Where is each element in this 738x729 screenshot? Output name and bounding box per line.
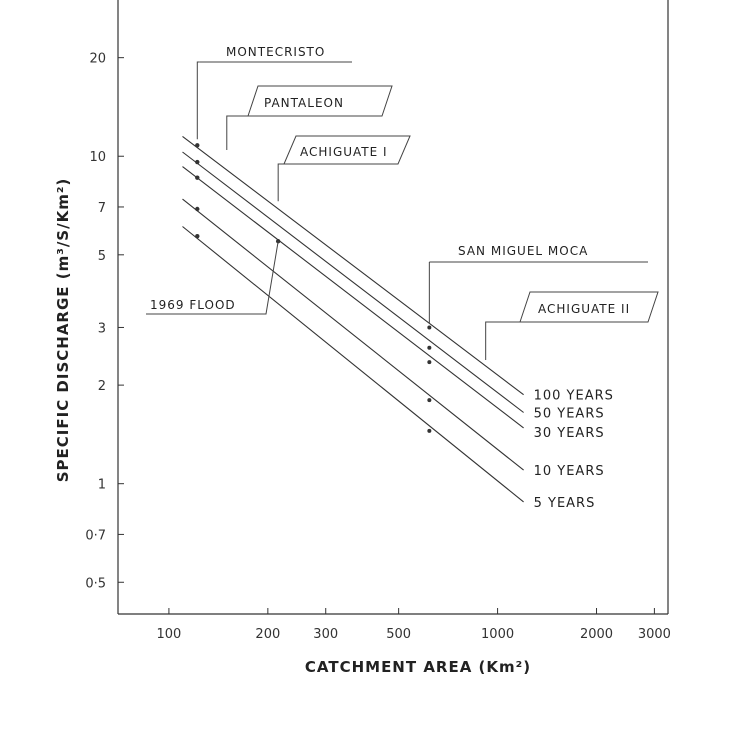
data-point <box>195 207 199 211</box>
series-label: 100 YEARS <box>533 388 614 404</box>
y-tick-label: 1 <box>97 477 106 493</box>
x-tick-label: 3000 <box>637 627 671 642</box>
data-point <box>427 346 431 350</box>
series-line <box>183 227 524 502</box>
x-tick-label: 300 <box>313 627 339 642</box>
y-tick-label: 20 <box>89 51 106 67</box>
y-tick-label: 10 <box>89 150 106 166</box>
station-label: PANTALEON <box>264 96 344 110</box>
data-point <box>427 429 431 433</box>
x-tick-label: 500 <box>386 627 412 642</box>
y-tick-label: 0·7 <box>85 528 106 544</box>
data-point <box>427 360 431 364</box>
x-tick-label: 200 <box>255 627 281 642</box>
data-point <box>195 234 199 238</box>
series-label: 50 YEARS <box>533 406 605 422</box>
chart-stations <box>146 45 658 433</box>
station-label: SAN MIGUEL MOCA <box>458 244 589 258</box>
y-tick-label: 0·5 <box>85 576 106 592</box>
y-tick-label: 7 <box>97 200 106 216</box>
series-label: 5 YEARS <box>533 495 596 511</box>
data-point <box>427 398 431 402</box>
x-tick-label: 2000 <box>579 627 614 642</box>
y-tick-label: 3 <box>97 321 106 337</box>
leader-line <box>486 322 520 360</box>
x-axis-title: CATCHMENT AREA (Km²) <box>304 658 532 676</box>
station-label: MONTECRISTO <box>226 45 326 59</box>
chart-series <box>183 136 614 510</box>
station-label: 1969 FLOOD <box>150 298 236 312</box>
leader-line <box>278 164 284 201</box>
series-line <box>183 199 524 470</box>
leader-line <box>227 116 248 150</box>
y-axis-title: SPECIFIC DISCHARGE (m³/S/Km²) <box>54 177 72 483</box>
y-tick-label: 5 <box>97 248 106 264</box>
leader-line <box>256 241 278 314</box>
data-point <box>195 175 199 179</box>
y-tick-label: 2 <box>97 379 106 395</box>
station-label: ACHIGUATE II <box>538 302 631 316</box>
x-tick-label: 1000 <box>481 627 515 642</box>
leader-line <box>197 62 199 139</box>
data-point <box>195 160 199 164</box>
chart-ticks <box>85 52 671 642</box>
data-point <box>195 143 199 147</box>
series-line <box>183 136 524 394</box>
series-label: 10 YEARS <box>533 464 605 480</box>
series-label: 30 YEARS <box>533 425 605 441</box>
data-point <box>427 325 431 329</box>
station-label: ACHIGUATE I <box>300 145 388 159</box>
series-line <box>183 152 524 413</box>
x-tick-label: 100 <box>156 627 182 642</box>
